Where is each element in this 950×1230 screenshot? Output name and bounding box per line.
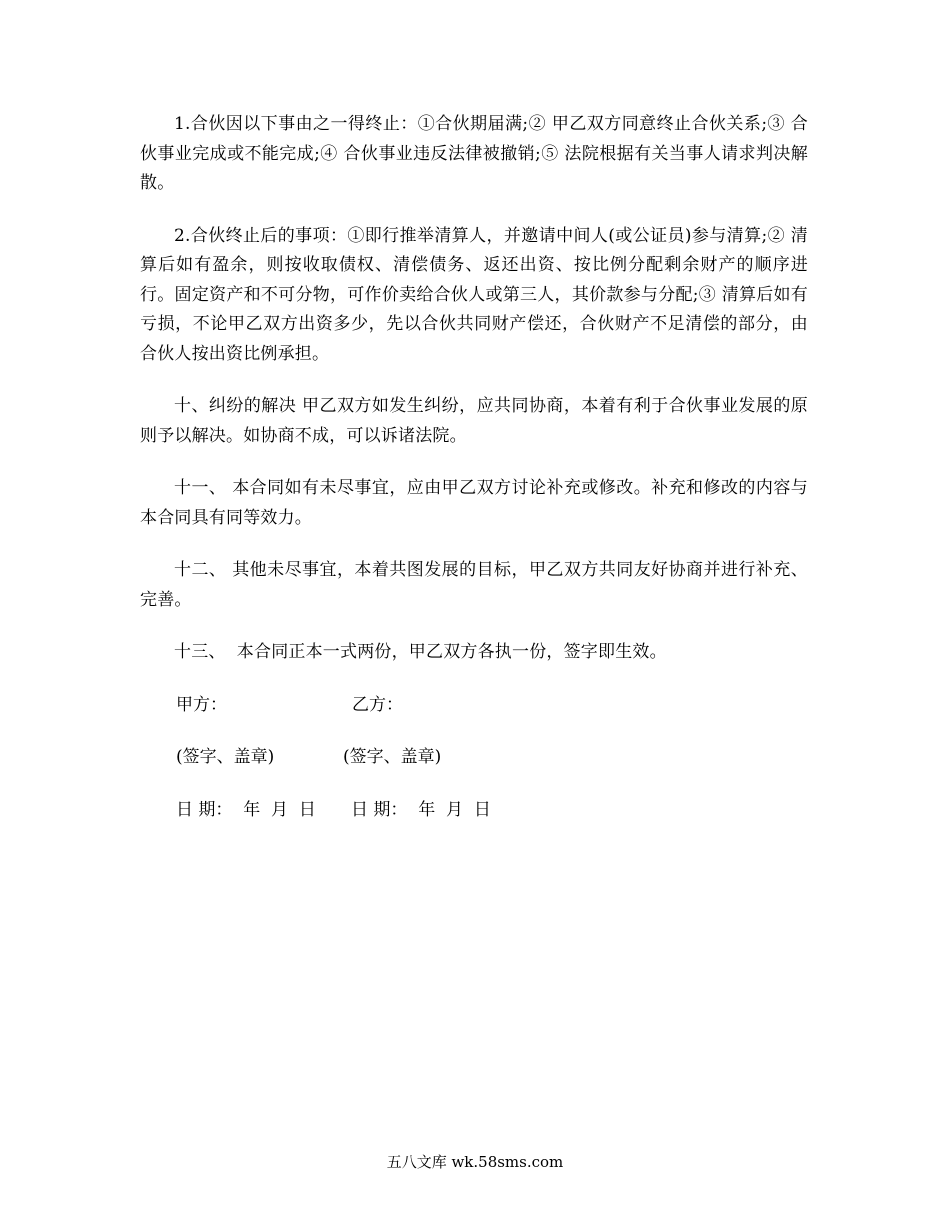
signature-party-row: [140, 691, 808, 721]
clause-thirteen: 十三、 本合同正本一式两份，甲乙双方各执一份，签字即生效。: [174, 642, 667, 662]
clause-dispute-resolution: 十、纠纷的解决 甲乙双方如发生纠纷，应共同协商，本着有利于合伙事业发展的原则予以解决。如协商不成，可以诉诸法院。: [140, 396, 808, 446]
document-body: [140, 110, 808, 848]
clause-eleven: 十一、 本合同如有未尽事宜，应由甲乙双方讨论补充或修改。补充和修改的内容与本合同具有同等效力。: [140, 478, 808, 528]
party-b-date: 日 期： 年 月 日: [351, 799, 491, 820]
signature-block: [140, 691, 808, 826]
clause-after-termination: 2.合伙终止后的事项：①即行推举清算人，并邀请中间人(或公证员)参与清算;② 清算后如有盈余，则按收取债权、清偿债务、返还出资、按比例分配剩余财产的顺序进行。固定资产和不可分物，可作价卖给合伙人或第三人，其价款参与分配;③ 清算后如有亏损，不论甲乙双方出资多少，先以合伙共同财产偿还，合伙财产不足清偿的部分，由合伙人按出资比例承担。: [140, 225, 808, 364]
clause-termination-causes: 1.合伙因以下事由之一得终止：①合伙期届满;② 甲乙双方同意终止合伙关系;③ 合伙事业完成或不能完成;④ 合伙事业违反法律被撤销;⑤ 法院根据有关当事人请求判决解散。: [140, 114, 808, 193]
party-b-label: 乙方：: [352, 694, 403, 715]
signature-seal-row: [140, 743, 808, 773]
party-a-seal: (签字、盖章): [176, 747, 275, 767]
page-footer: 五八文库 wk.58sms.com: [386, 1153, 564, 1171]
party-a-label: 甲方：: [176, 694, 227, 715]
signature-date-row: [140, 796, 808, 826]
party-a-date: 日 期： 年 月 日: [176, 799, 316, 820]
clause-twelve: 十二、 其他未尽事宜，本着共图发展的目标，甲乙双方共同友好协商并进行补充、完善。: [140, 560, 808, 610]
party-b-seal: (签字、盖章): [343, 747, 442, 767]
